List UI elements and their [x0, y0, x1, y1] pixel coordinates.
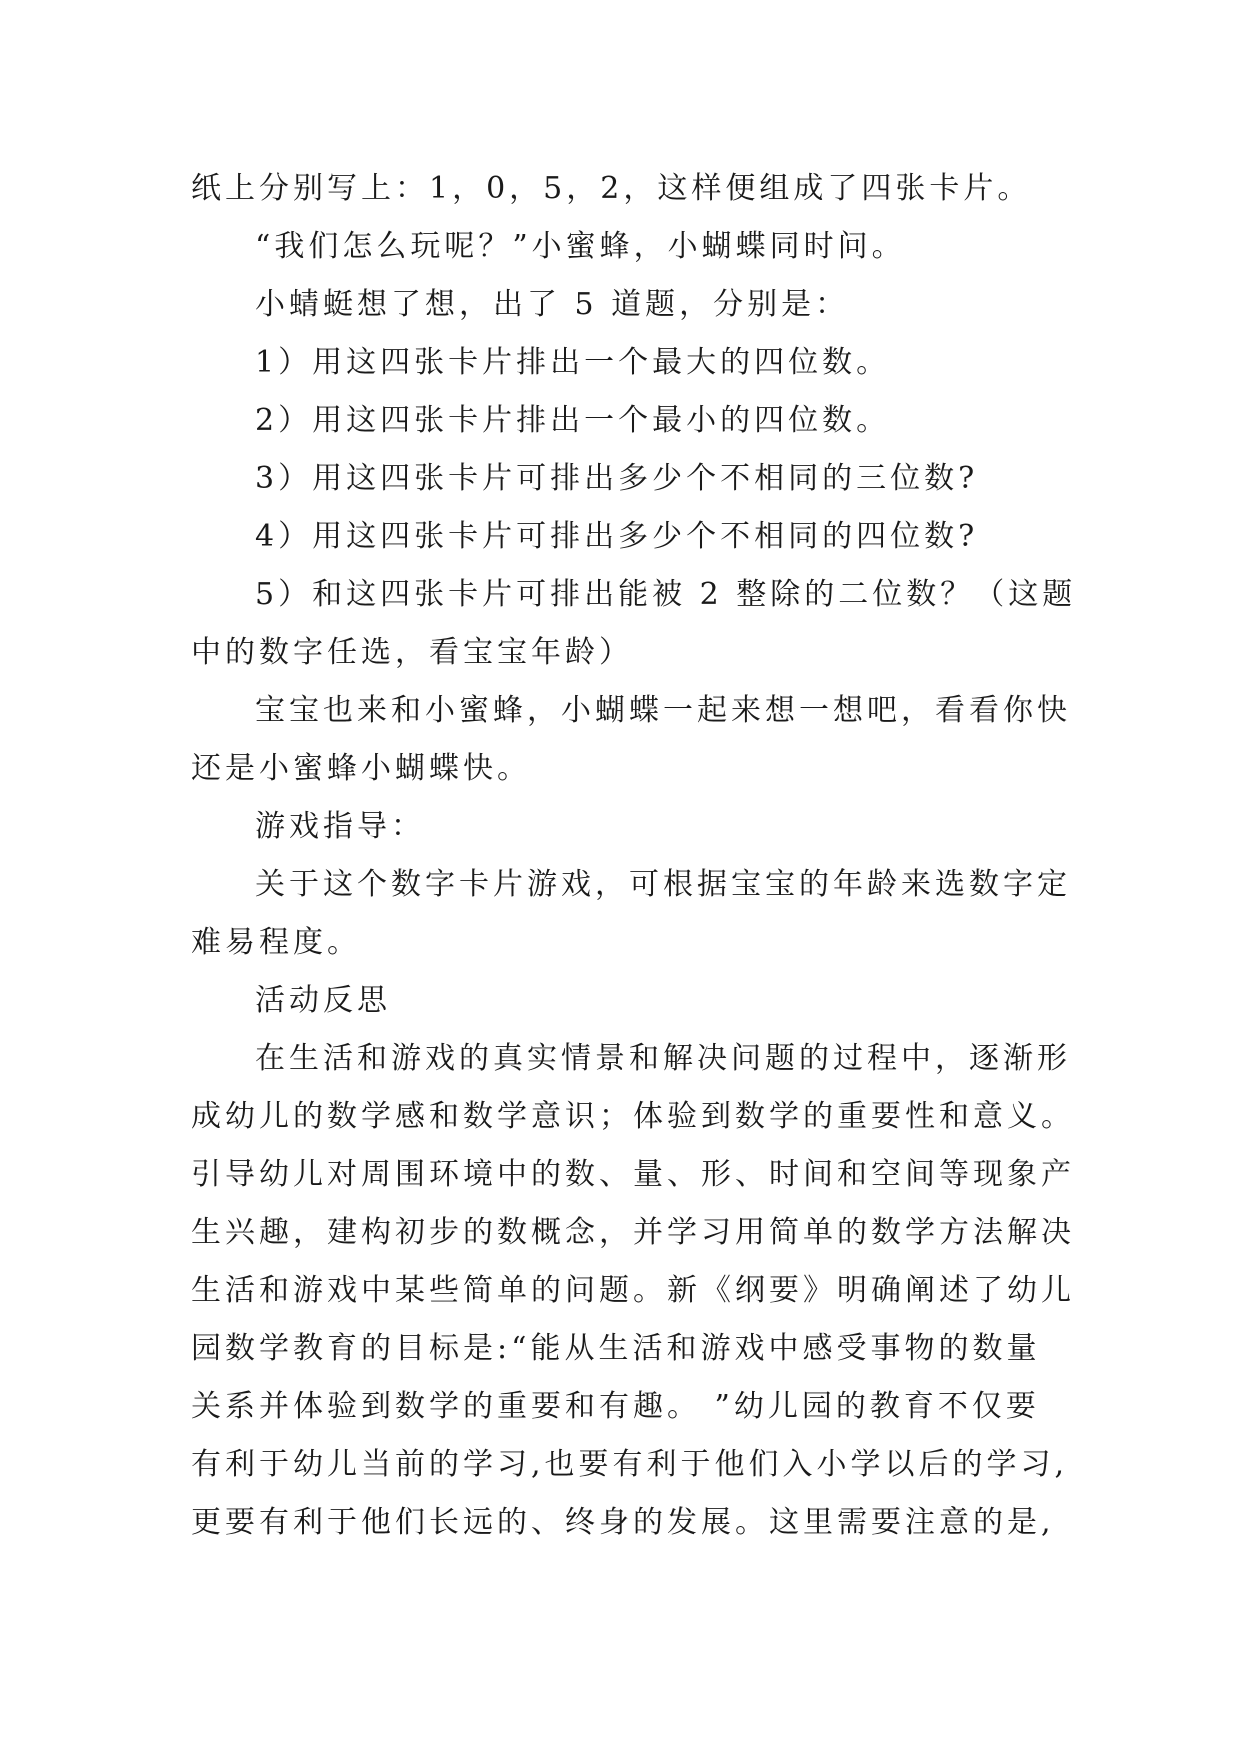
- text-line: 纸上分别写上：1，0，5，2，这样便组成了四张卡片。: [191, 171, 1032, 206]
- text-line: 还是小蜜蜂小蝴蝶快。: [191, 751, 531, 786]
- paragraph: [191, 566, 1077, 682]
- text-line: 更要有利于他们长远的、终身的发展。这里需要注意的是,: [191, 1505, 1055, 1540]
- paragraph: [191, 798, 1061, 856]
- paragraph: [191, 1030, 1075, 1552]
- text-line: 在生活和游戏的真实情景和解决问题的过程中，逐渐形: [255, 1041, 1071, 1076]
- paragraph: [191, 682, 1071, 798]
- text-line: 1）用这四张卡片排出一个最大的四位数。: [255, 345, 891, 380]
- text-line: 生活和游戏中某些简单的问题。新《纲要》明确阐述了幼儿: [191, 1273, 1075, 1308]
- paragraph: [191, 450, 1061, 508]
- text-line: 3）用这四张卡片可排出多少个不相同的三位数?: [255, 461, 979, 496]
- text-line: 游戏指导：: [255, 809, 425, 844]
- paragraph: [191, 160, 1061, 218]
- text-line: 引导幼儿对周围环境中的数、量、形、时间和空间等现象产: [191, 1157, 1075, 1192]
- paragraph: [191, 218, 1061, 276]
- text-line: 成幼儿的数学感和数学意识；体验到数学的重要性和意义。: [191, 1099, 1075, 1134]
- text-line: 活动反思: [255, 983, 391, 1018]
- text-line: “我们怎么玩呢？”小蜜蜂，小蝴蝶同时问。: [255, 229, 906, 264]
- text-line: 有利于幼儿当前的学习,也要有利于他们入小学以后的学习,: [191, 1447, 1069, 1482]
- text-line: 4）用这四张卡片可排出多少个不相同的四位数?: [255, 519, 979, 554]
- text-line: 宝宝也来和小蜜蜂，小蝴蝶一起来想一想吧，看看你快: [255, 693, 1071, 728]
- text-line: 生兴趣，建构初步的数概念，并学习用简单的数学方法解决: [191, 1215, 1075, 1250]
- text-line: 5）和这四张卡片可排出能被 2 整除的二位数？（这题: [255, 577, 1077, 612]
- body-text: [191, 160, 1077, 1552]
- text-line: 小蜻蜓想了想，出了 5 道题，分别是：: [255, 287, 850, 322]
- paragraph: [191, 334, 1061, 392]
- text-line: 2）用这四张卡片排出一个最小的四位数。: [255, 403, 891, 438]
- paragraph: [191, 972, 1061, 1030]
- text-line: 园数学教育的目标是:“能从生活和游戏中感受事物的数量: [191, 1331, 1041, 1366]
- paragraph: [191, 276, 1061, 334]
- paragraph: [191, 508, 1061, 566]
- paragraph: [191, 856, 1071, 972]
- text-line: 难易程度。: [191, 925, 361, 960]
- text-line: 中的数字任选，看宝宝年龄）: [191, 635, 633, 670]
- paragraph: [191, 392, 1061, 450]
- text-line: 关系并体验到数学的重要和有趣。 ”幼儿园的教育不仅要: [191, 1389, 1040, 1424]
- text-line: 关于这个数字卡片游戏，可根据宝宝的年龄来选数字定: [255, 867, 1071, 902]
